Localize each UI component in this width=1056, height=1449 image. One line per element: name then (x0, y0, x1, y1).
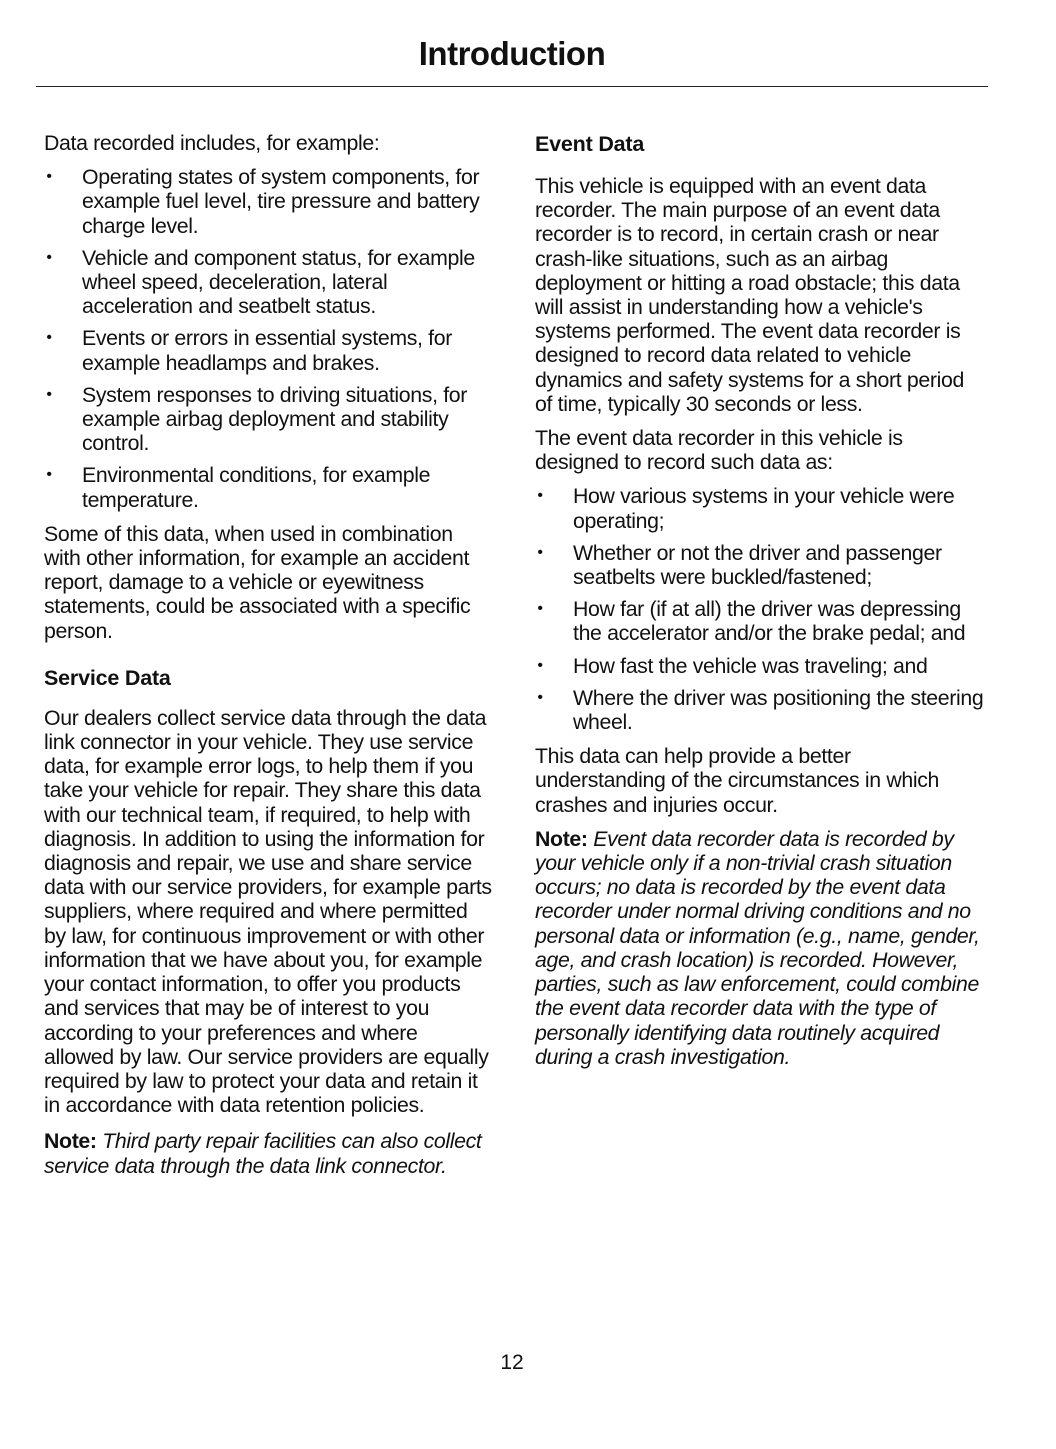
event-data-note (535, 827, 985, 1069)
data-recorded-list (44, 165, 492, 512)
page-title: Introduction (418, 35, 606, 72)
bullet-icon: • (537, 543, 543, 561)
note-text: Third party repair facilities can also collect service data through the data link connector. (44, 1129, 482, 1178)
right-column (535, 131, 985, 1079)
bullet-icon: • (46, 329, 52, 347)
list-item: • System responses to driving situations, for example airbag deployment and stability control. (44, 383, 492, 456)
event-data-list (535, 484, 985, 734)
service-data-heading: Service Data (44, 665, 171, 690)
service-data-paragraph: Our dealers collect service data through the data link connector in your vehicle. They use service data, for example error logs, to help them if you take your vehicle for repair. They share this data with our technical team, if required, to help with diagnosis. In addition to using the information for diagnosis and repair, we use and share service data with our service providers, for example parts suppliers, where required and where permitted by law, for continuous improvement or with other information that we have about you, for example your contact information, to offer you products and services that may be of interest to you according to your preferences and where allowed by law. Our service providers are equally required by law to protect your data and retain it in accordance with data retention policies. (44, 705, 492, 1118)
list-item: • Events or errors in essential systems, for example headlamps and brakes. (44, 326, 492, 374)
bullet-icon: • (537, 600, 543, 618)
list-item: • How fast the vehicle was traveling; and (535, 654, 985, 678)
list-item: • How various systems in your vehicle were operating; (535, 484, 985, 532)
page-header (36, 34, 988, 74)
list-item: • Operating states of system components, for example fuel level, tire pressure and battery charge level. (44, 165, 492, 238)
note-text: Event data recorder data is recorded by your vehicle only if a non-trivial crash situation occurs; no data is recorded by the event data recorder under normal driving conditions and no personal data or information (e.g., name, gender, age, and crash location) is recorded. However, parties, such as law enforcement, could combine the event data recorder data with the type of personally identifying data routinely acquired during a crash investigation. (535, 826, 980, 1069)
bullet-icon: • (46, 466, 52, 484)
list-item: • Whether or not the driver and passenger seatbelts were buckled/fastened; (535, 541, 985, 589)
event-data-heading: Event Data (535, 132, 645, 156)
data-recorded-intro: Data recorded includes, for example: (44, 131, 380, 155)
bullet-icon: • (537, 688, 543, 706)
crash-understanding-paragraph: This data can help provide a better understanding of the circumstances in which crashes and injuries occur. (535, 744, 940, 817)
list-item: • How far (if at all) the driver was depressing the accelerator and/or the brake pedal; and (535, 597, 985, 645)
service-data-note (44, 1129, 492, 1177)
left-column (44, 131, 492, 1188)
bullet-icon: • (537, 656, 543, 674)
personal-data-paragraph: Some of this data, when used in combination with other information, for example an accident report, damage to a vehicle or eyewitness statements, could be associated with a specific person. (44, 521, 471, 643)
note-label: Note: (44, 1129, 97, 1154)
list-item: • Environmental conditions, for example temperature. (44, 463, 492, 511)
list-item: • Vehicle and component status, for example wheel speed, deceleration, lateral acceleration and seatbelt status. (44, 246, 492, 319)
page-number: 12 (500, 1351, 524, 1374)
bullet-icon: • (46, 385, 52, 403)
event-data-paragraph: This vehicle is equipped with an event data recorder. The main purpose of an event data recorder is to record, in certain crash or near crash-like situations, such as an airbag deployment or hitting a road obstacle; this data will assist in understanding how a vehicle's systems performed. The event data recorder is designed to record data related to vehicle dynamics and safety systems for a short period of time, typically 30 seconds or less. (535, 174, 964, 416)
bullet-icon: • (46, 168, 52, 186)
header-divider (36, 86, 988, 87)
bullet-icon: • (537, 487, 543, 505)
note-label: Note: (535, 826, 588, 851)
bullet-icon: • (46, 248, 52, 266)
list-item: • Where the driver was positioning the steering wheel. (535, 686, 985, 734)
event-data-intro: The event data recorder in this vehicle is designed to record such data as: (535, 426, 903, 475)
